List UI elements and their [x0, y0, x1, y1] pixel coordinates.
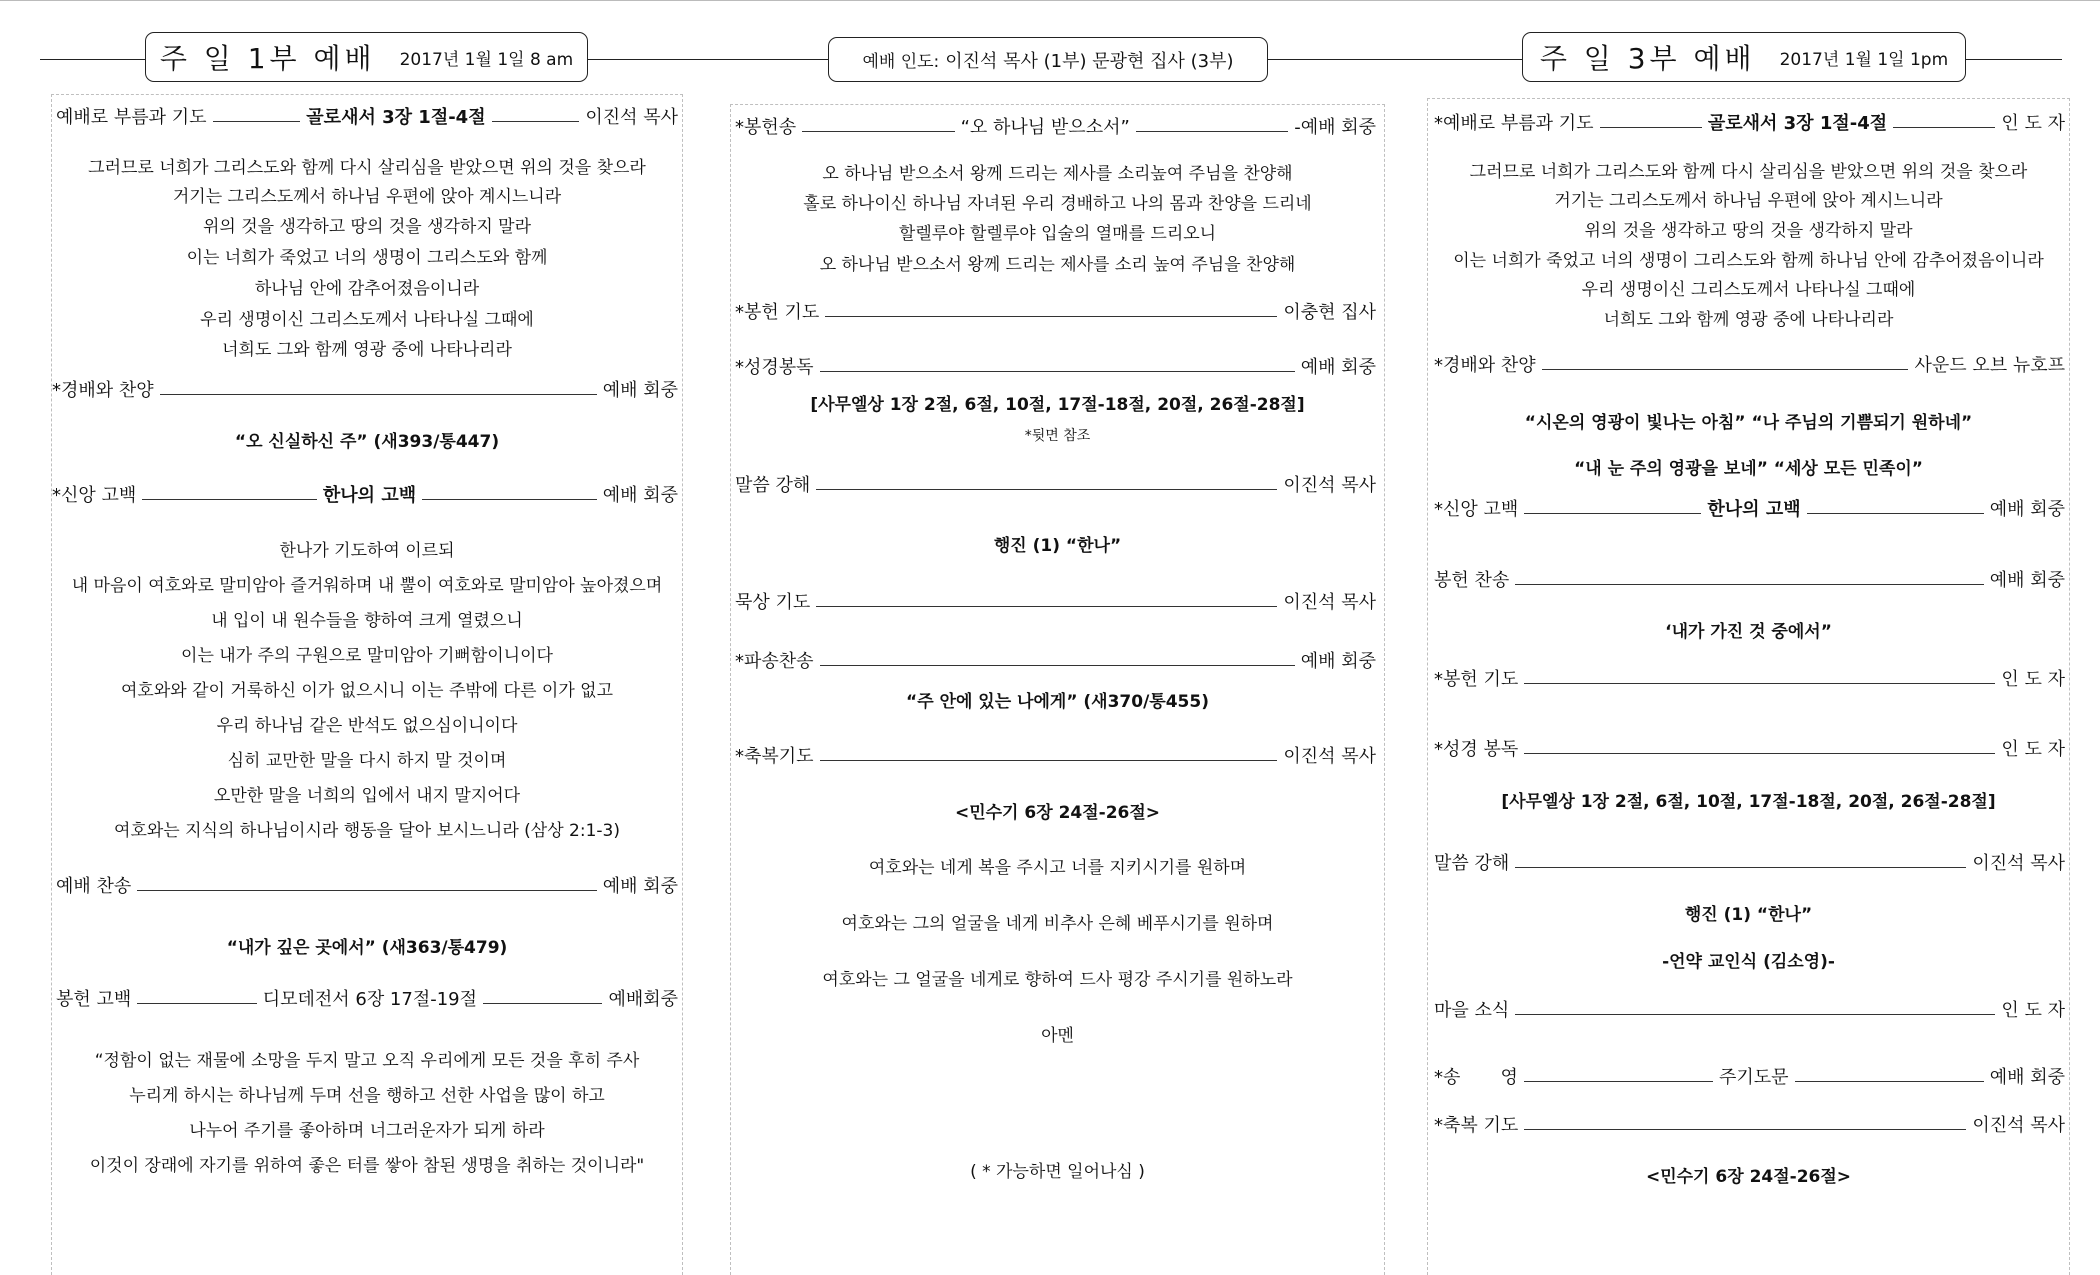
blessing-line: 여호와는 네게 복을 주시고 너를 지키시기를 원하며 [868, 858, 1247, 878]
hymn-title: “내가 깊은 곳에서” (새363/통479) [226, 938, 508, 958]
service1-date: 2017년 1월 1일 8 am [399, 49, 574, 70]
reading-note: *뒷면 참조 [1024, 428, 1091, 444]
header-rule-left-mid [588, 59, 828, 60]
creed-line: 내 입이 내 원수들을 향하여 크게 열렸으니 [211, 611, 523, 631]
creed-line: 심히 교만한 말을 다시 하지 말 것이며 [227, 751, 507, 771]
hymn-title: “주 안에 있는 나에게” (새370/통455) [906, 692, 1209, 712]
creed-line: 한나가 기도하여 이르되 [279, 541, 455, 561]
scripture-line: 그러므로 너희가 그리스도와 함께 다시 살리심을 받았으면 위의 것을 찾으라 [88, 158, 646, 178]
service3-title: 주 일 3부 예배 [1539, 42, 1756, 75]
praise-and-worship: *경배와 찬양 예배 회중 [52, 380, 678, 401]
offering-prayer: *봉헌 기도 인 도 자 [1434, 669, 2065, 690]
sermon: 말씀 강해 이진석 목사 [1434, 853, 2065, 874]
scripture-reading: *성경봉독 예배 회중 [735, 357, 1376, 378]
header-rule-left [40, 59, 145, 60]
hymn-title: “오 신실하신 주” (새393/통447) [234, 432, 500, 452]
scripture-line: 위의 것을 생각하고 땅의 것을 생각하지 말라 [1584, 221, 1913, 241]
creed-line: 오만한 말을 너희의 입에서 내지 말지어다 [213, 786, 521, 806]
offering-prayer: *봉헌 기도 이충현 집사 [735, 302, 1376, 323]
offering-line: “정함이 없는 재물에 소망을 두지 말고 오직 우리에게 모든 것을 후히 주사 [94, 1051, 640, 1071]
song-line: 할렐루야 할렐루야 입술의 열매를 드리오니 [898, 224, 1217, 244]
creed-line: 이는 내가 주의 구원으로 말미암아 기뻐함이니이다 [181, 646, 553, 666]
blessing-line: 아멘 [1041, 1026, 1074, 1046]
blessing-line: 여호와는 그의 얼굴을 네게 비추사 은혜 베푸시기를 원하며 [841, 914, 1274, 934]
benediction: *축복기도 이진석 목사 [735, 746, 1376, 767]
scripture-line: 거기는 그리스도께서 하나님 우편에 앉아 계시느니라 [172, 187, 562, 207]
song-list: “내 눈 주의 영광을 보네” “세상 모든 민족이” [1574, 459, 1923, 479]
call-to-worship: 예배로 부름과 기도 골로새서 3장 1절-4절 이진석 목사 [56, 107, 679, 128]
service3-date: 2017년 1월 1일 1pm [1779, 49, 1949, 70]
song-line: 오 하나님 받으소서 왕께 드리는 제사를 소리높여 주님을 찬양해 [822, 164, 1293, 184]
offering-line: 누리게 하시는 하나님께 두며 선을 행하고 선한 사업을 많이 하고 [129, 1086, 605, 1106]
scripture-line: 그러므로 너희가 그리스도와 함께 다시 살리심을 받았으면 위의 것을 찾으라 [1469, 162, 2028, 182]
scripture-line: 우리 생명이신 그리스도께서 나타나실 그때에 [1581, 280, 1916, 300]
service1-title: 주 일 1부 예배 [159, 42, 376, 75]
reading-reference: [사무엘상 1장 2절, 6절, 10절, 17절-18절, 20절, 26절-28절] [1501, 792, 1996, 812]
scripture-line: 너희도 그와 함께 영광 중에 나타나리라 [1603, 310, 1894, 330]
benediction: *축복 기도 이진석 목사 [1434, 1115, 2065, 1136]
scripture-line: 위의 것을 생각하고 땅의 것을 생각하지 말라 [202, 217, 532, 237]
blessing-line: 여호와는 그 얼굴을 네게로 향하여 드사 평강 주시기를 원하노라 [822, 970, 1293, 990]
worship-leader-text: 이진석 목사 (1부) 문광현 집사 (3부) [945, 50, 1234, 72]
middle-column [730, 104, 1385, 1275]
sending-hymn: *파송찬송 예배 회중 [735, 651, 1376, 672]
reading-reference: [사무엘상 1장 2절, 6절, 10절, 17절-18절, 20절, 26절-28절] [810, 395, 1305, 415]
offering-song-title: ‘내가 가진 것 중에서” [1665, 622, 1832, 642]
worship-leader-box [828, 37, 1268, 82]
sermon-title: 행진 (1) “한나” [993, 536, 1122, 556]
sermon-title: 행진 (1) “한나” [1684, 905, 1813, 925]
service3-title-box [1522, 32, 1966, 82]
creed: *신앙 고백 한나의 고백 예배 회중 [52, 485, 678, 506]
song-line: 오 하나님 받으소서 왕께 드리는 제사를 소리 높여 주님을 찬양해 [819, 255, 1296, 275]
top-rule [0, 0, 2100, 1]
worship-hymn: 예배 찬송 예배 회중 [56, 876, 678, 897]
service1-title-box [145, 32, 588, 82]
scripture-line: 이는 너희가 죽었고 너의 생명이 그리스도와 함께 [186, 248, 548, 268]
scripture-line: 너희도 그와 함께 영광 중에 나타나리라 [222, 340, 512, 360]
offering-song: *봉헌송 “오 하나님 받으소서” -예배 회중 [735, 117, 1376, 138]
scripture-line: 하나님 안에 감추어졌음이니라 [254, 279, 480, 299]
song-list: “시온의 영광이 빛나는 아침” “나 주님의 기쁨되기 원하네” [1524, 413, 1973, 433]
scripture-reading: *성경 봉독 인 도 자 [1434, 739, 2065, 760]
scripture-line: 이는 너희가 죽었고 너의 생명이 그리스도와 함께 하나님 안에 감추어졌음이니라 [1453, 251, 2044, 271]
doxology: *송 영 주기도문 예배 회중 [1434, 1067, 2066, 1088]
header-rule-mid-right [1268, 59, 1522, 60]
service3-column [1427, 98, 2070, 1275]
scripture-line: 우리 생명이신 그리스도께서 나타나실 그때에 [200, 310, 534, 330]
creed-line: 내 마음이 여호와로 말미암아 즐거워하며 내 뿔이 여호와로 말미암아 높아졌으며 [71, 576, 663, 596]
stand-note: ( * 가능하면 일어나심 ) [970, 1162, 1145, 1182]
offering-line: 나누어 주기를 좋아하며 너그러운자가 되게 하라 [189, 1121, 545, 1141]
village-news: 마을 소식 인 도 자 [1434, 1000, 2065, 1021]
header-rule-right [1966, 59, 2062, 60]
creed-line: 우리 하나님 같은 반석도 없으심이니이다 [216, 716, 518, 736]
song-line: 홀로 하나이신 하나님 자녀된 우리 경배하고 나의 몸과 찬양을 드리네 [803, 194, 1312, 214]
service1-column [51, 94, 683, 1275]
benediction-reference: <민수기 6장 24절-26절> [1645, 1167, 1852, 1187]
offering-confession: 봉헌 고백 디모데전서 6장 17절-19절 예배회중 [56, 989, 678, 1010]
benediction-reference: <민수기 6장 24절-26절> [954, 803, 1161, 823]
creed-line: 여호와는 지식의 하나님이시라 행동을 달아 보시느니라 (삼상 2:1-3) [114, 821, 620, 841]
praise-and-worship: *경배와 찬양 사운드 오브 뉴호프 [1434, 355, 2065, 376]
call-to-worship: *예배로 부름과 기도 골로새서 3장 1절-4절 인 도 자 [1434, 113, 2066, 134]
covenant-ceremony: -언약 교인식 (김소영)- [1662, 952, 1835, 972]
sermon: 말씀 강해 이진석 목사 [735, 475, 1376, 496]
scripture-line: 거기는 그리스도께서 하나님 우편에 앉아 계시느니라 [1554, 191, 1943, 211]
offering-line: 이것이 장래에 자기를 위하여 좋은 터를 쌓아 참된 생명을 취하는 것이니라" [89, 1156, 645, 1176]
offering-song: 봉헌 찬송 예배 회중 [1434, 570, 2065, 591]
worship-leader-label: 예배 인도: [862, 52, 940, 72]
creed-line: 여호와와 같이 거룩하신 이가 없으시니 이는 주밖에 다른 이가 없고 [120, 681, 614, 701]
creed: *신앙 고백 한나의 고백 예배 회중 [1434, 499, 2065, 520]
silent-prayer: 묵상 기도 이진석 목사 [735, 592, 1376, 613]
